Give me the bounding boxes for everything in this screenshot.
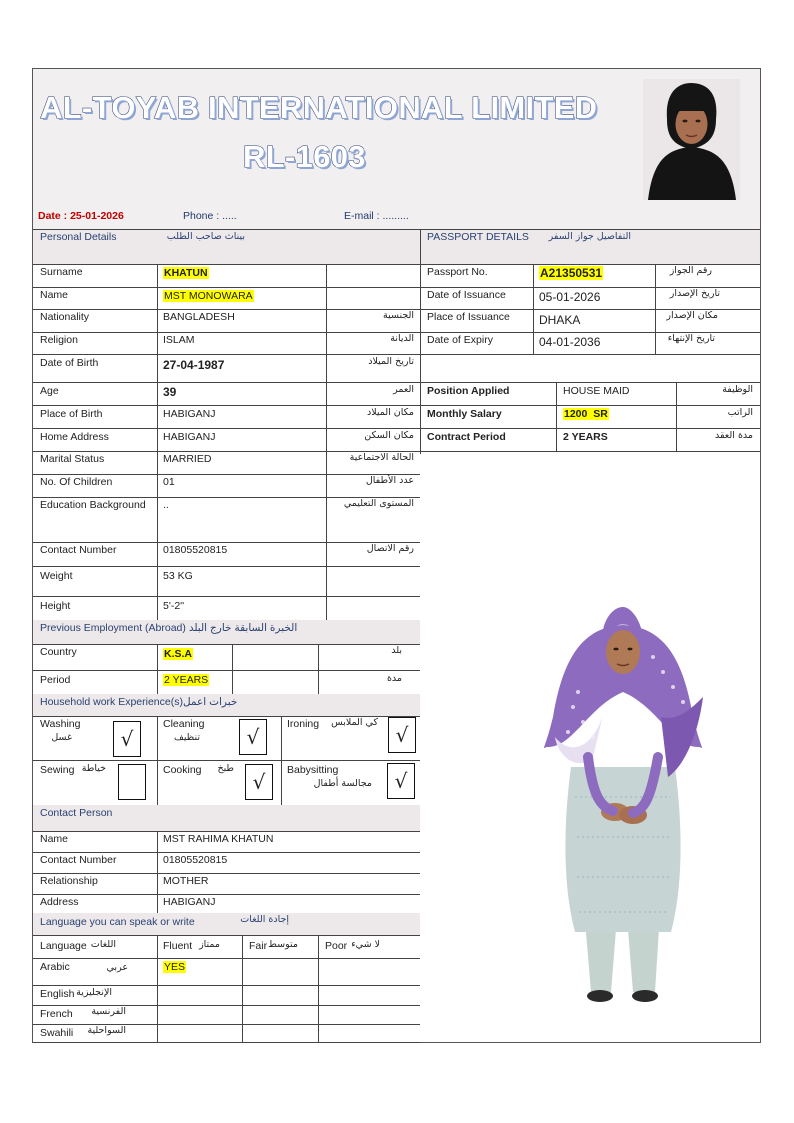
expiry-date-label: Date of Expiry — [427, 334, 493, 346]
skill-cooking-label-ar: طبخ — [217, 763, 234, 774]
education-value: .. — [163, 499, 169, 511]
weight-label: Weight — [40, 570, 73, 582]
language-arabic-label-ar: عربي — [106, 962, 128, 973]
skill-ironing-label: Ironing — [287, 718, 320, 730]
monthly-salary-label-ar: الراتب — [727, 407, 753, 418]
contract-period-label-ar: مدة العقد — [715, 430, 753, 441]
contact-person-name-value: MST RAHIMA KHATUN — [163, 833, 274, 845]
marital-status-value: MARRIED — [163, 453, 212, 465]
passport-no-value-text: A21350531 — [540, 266, 603, 280]
language-col-header-ar: اللغات — [90, 939, 116, 950]
birthplace-label-ar: مكان الميلاد — [366, 407, 414, 418]
nationality-value: BANGLADESH — [163, 311, 235, 323]
skill-sewing-checkbox[interactable] — [118, 764, 146, 800]
weight-value: 53 KG — [163, 570, 193, 582]
personal-section-title: Personal Details — [40, 231, 117, 243]
surname-label: Surname — [40, 266, 83, 278]
surname-value-text: KHATUN — [164, 267, 208, 279]
contact-number-label-ar: رقم الاتصال — [366, 543, 414, 554]
phone-text: Phone : ..... — [183, 210, 237, 222]
passport-section-title: PASSPORT DETAILS — [427, 231, 529, 243]
marital-status-label-ar: الحالة الاجتماعية — [349, 452, 414, 463]
language-arabic-fluent-text: YES — [164, 961, 186, 973]
children-label: No. Of Children — [40, 476, 113, 488]
skill-cooking-checkbox[interactable]: √ — [245, 764, 273, 800]
home-address-label-ar: مكان السكن — [364, 430, 414, 441]
language-header — [33, 913, 420, 935]
passport-section-title-ar: التفاصيل جواز السفر — [548, 231, 631, 242]
contract-period-label: Contract Period — [427, 431, 506, 443]
age-label: Age — [40, 385, 59, 397]
household-title: Household work Experience(s)خبرات اعمل — [40, 696, 238, 708]
language-english-label-ar: الإنجليزية — [76, 987, 112, 998]
email-text: E-mail : ......... — [344, 210, 409, 222]
contact-number-label: Contact Number — [40, 544, 117, 556]
issue-place-label: Place of Issuance — [427, 311, 510, 323]
language-title: Language you can speak or write — [40, 916, 195, 928]
household-header — [33, 694, 420, 716]
skill-babysitting-checkbox[interactable]: √ — [387, 763, 415, 799]
issue-date-value: 05-01-2026 — [539, 290, 601, 304]
skill-ironing-label-ar: كي الملابس — [331, 717, 378, 728]
skill-washing-checkbox[interactable]: √ — [113, 721, 141, 757]
issue-place-label-ar: مكان الإصدار — [666, 310, 718, 321]
contact-person-name-label: Name — [40, 833, 69, 845]
home-address-value: HABIGANJ — [163, 431, 216, 443]
contact-person-title: Contact Person — [40, 807, 113, 819]
age-value: 39 — [163, 385, 177, 399]
period-value — [163, 674, 209, 688]
contact-person-header — [33, 805, 420, 831]
issue-place-value: DHAKA — [539, 313, 581, 327]
period-label-ar: مدة — [386, 673, 402, 684]
expiry-date-label-ar: تاريخ الإنتهاء — [667, 333, 715, 344]
country-label-ar: بلد — [391, 645, 402, 656]
skill-sewing-label-ar: خياطة — [81, 763, 106, 774]
poor-col-header-ar: لا شيء — [351, 939, 380, 950]
nationality-label-ar: الجنسية — [383, 310, 414, 321]
religion-label: Religion — [40, 334, 78, 346]
name-value-text: MST MONOWARA — [164, 290, 253, 302]
education-label: Education Background — [40, 499, 146, 511]
religion-value: ISLAM — [163, 334, 195, 346]
date-text: Date : 25-01-2026 — [38, 210, 124, 222]
language-col-header: Language — [40, 940, 87, 952]
passport-section-header — [421, 229, 760, 264]
marital-status-label: Marital Status — [40, 453, 105, 465]
skill-cooking-label: Cooking — [163, 764, 202, 776]
contact-person-relationship-value: MOTHER — [163, 875, 209, 887]
contact-person-address-label: Address — [40, 896, 79, 908]
language-arabic-label: Arabic — [40, 961, 70, 973]
monthly-salary-value-text: 1200 SR — [564, 408, 608, 420]
reference-number: RL-1603 — [243, 139, 366, 174]
period-label: Period — [40, 674, 71, 686]
fluent-col-header-ar: ممتاز — [199, 939, 220, 950]
height-value: 5'-2'' — [163, 600, 185, 612]
contact-person-relationship-label: Relationship — [40, 875, 98, 887]
full-body-photo — [533, 597, 708, 1007]
name-label: Name — [40, 289, 69, 301]
position-applied-value: HOUSE MAID — [563, 385, 630, 397]
skill-washing-label-ar: غسل — [51, 732, 72, 743]
height-label: Height — [40, 600, 71, 612]
age-label-ar: العمر — [393, 384, 414, 395]
language-french-label: French — [40, 1008, 73, 1020]
name-value — [163, 290, 254, 304]
issue-date-label-ar: تاريخ الإصدار — [669, 288, 720, 299]
language-french-label-ar: الفرنسية — [91, 1006, 126, 1017]
poor-col-header: Poor — [325, 940, 348, 952]
skill-cleaning-checkbox[interactable]: √ — [239, 719, 267, 755]
nationality-label: Nationality — [40, 311, 90, 323]
contact-number-value: 01805520815 — [163, 544, 228, 556]
previous-employment-title: Previous Employment (Abroad) الخبرة السابقة خارج البلد — [40, 622, 298, 634]
skill-cleaning-label-ar: تنظيف — [173, 732, 200, 743]
language-english-label: English — [40, 988, 75, 1000]
passport-no-label-ar: رقم الجواز — [669, 265, 712, 276]
language-swahili-label: Swahili — [40, 1027, 74, 1039]
monthly-salary-value — [563, 408, 609, 422]
language-arabic-fluent — [163, 961, 186, 975]
skill-babysitting-label-ar: مجالسة أطفال — [313, 778, 372, 789]
surname-value — [163, 267, 209, 281]
home-address-label: Home Address — [40, 431, 109, 443]
language-title-ar: إجادة اللغات — [240, 914, 289, 925]
birthplace-value: HABIGANJ — [163, 408, 216, 420]
skill-babysitting-label: Babysitting — [287, 764, 339, 776]
skill-ironing-checkbox[interactable]: √ — [388, 717, 416, 753]
personal-section-header — [33, 229, 420, 264]
children-value: 01 — [163, 476, 175, 488]
passport-no-value — [539, 266, 603, 282]
company-title: AL-TOYAB INTERNATIONAL LIMITED — [40, 90, 598, 125]
personal-section-title-ar: بيناث صاحب الطلب — [166, 231, 245, 242]
previous-employment-header — [33, 620, 420, 644]
skill-cleaning-label: Cleaning — [163, 718, 205, 730]
dob-value: 27-04-1987 — [163, 358, 225, 372]
skill-washing-label: Washing — [40, 718, 81, 730]
dob-label-ar: تاريخ الميلاد — [368, 356, 414, 367]
dob-label: Date of Birth — [40, 357, 99, 369]
contract-period-value: 2 YEARS — [563, 431, 608, 443]
religion-label-ar: الديانة — [390, 333, 414, 344]
passport-no-label: Passport No. — [427, 266, 488, 278]
education-label-ar: المستوى التعليمي — [343, 498, 414, 509]
period-value-text: 2 YEARS — [164, 674, 209, 686]
fair-col-header-ar: متوسط — [268, 939, 298, 950]
position-applied-label-ar: الوظيفة — [722, 384, 753, 395]
fluent-col-header: Fluent — [163, 940, 193, 952]
position-applied-label: Position Applied — [427, 385, 510, 397]
country-value-text: K.S.A — [164, 648, 193, 660]
passport-photo — [643, 79, 740, 200]
contact-person-address-value: HABIGANJ — [163, 896, 216, 908]
monthly-salary-label: Monthly Salary — [427, 408, 502, 420]
country-label: Country — [40, 646, 77, 658]
children-label-ar: عدد الأطفال — [365, 475, 414, 486]
expiry-date-value: 04-01-2036 — [539, 335, 601, 349]
language-swahili-label-ar: السواحلية — [87, 1025, 126, 1036]
country-value — [163, 648, 193, 662]
issue-date-label: Date of Issuance — [427, 289, 506, 301]
contact-person-number-label: Contact Number — [40, 854, 117, 866]
birthplace-label: Place of Birth — [40, 408, 103, 420]
fair-col-header: Fair — [249, 940, 268, 952]
contact-person-number-value: 01805520815 — [163, 854, 228, 866]
skill-sewing-label: Sewing — [40, 764, 75, 776]
